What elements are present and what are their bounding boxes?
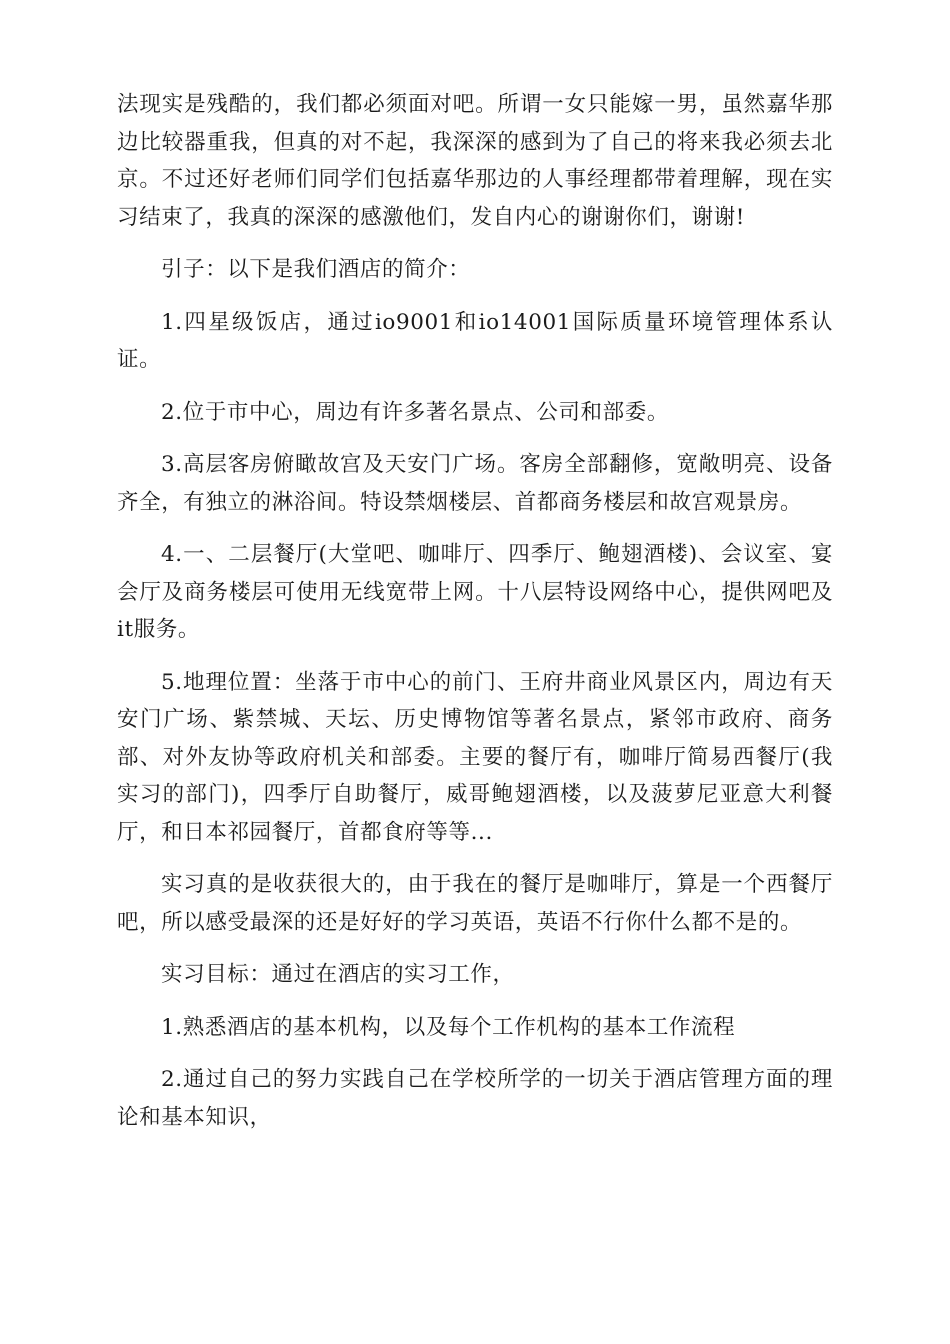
paragraph-goals-heading: 实习目标：通过在酒店的实习工作，	[161, 962, 515, 987]
paragraph-reflection: 实习真的是收获很大的，由于我在的餐厅是咖啡厅，算是一个西餐厅吧，所以感受最深的还是好好的学习英语，英语不行你什么都不是的。	[117, 872, 833, 935]
paragraph-item-5: 5.地理位置：坐落于市中心的前门、王府井商业风景区内，周边有天安门广场、紫禁城、天坛、历史博物馆等著名景点，紧邻市政府、商务部、对外友协等政府机关和部委。主要的餐厅有，咖啡厅简易西餐厅(我实习的部门)，四季厅自助餐厅，威哥鲍翅酒楼，以及菠萝尼亚意大利餐厅，和日本祁园餐厅，首都食府等等...	[117, 669, 833, 845]
paragraph-item-4: 4.一、二层餐厅(大堂吧、咖啡厅、四季厅、鲍翅酒楼)、会议室、宴会厅及商务楼层可使用无线宽带上网。十八层特设网络中心，提供网吧及it服务。	[117, 542, 833, 642]
paragraph-goal-2: 2.通过自己的努力实践自己在学校所学的一切关于酒店管理方面的理论和基本知识，	[117, 1067, 833, 1130]
document-body	[117, 86, 833, 1151]
paragraph-goal-1: 1.熟悉酒店的基本机构，以及每个工作机构的基本工作流程	[161, 1014, 736, 1040]
paragraph-item-1: 1.四星级饭店，通过io9001和io14001国际质量环境管理体系认证。	[117, 309, 833, 372]
paragraph-continuation: 法现实是残酷的，我们都必须面对吧。所谓一女只能嫁一男，虽然嘉华那边比较器重我，但真的对不起，我深深的感到为了自己的将来我必须去北京。不过还好老师们同学们包括嘉华那边的人事经理都带着理解，现在实习结束了，我真的深深的感激他们，发自内心的谢谢你们，谢谢!	[117, 92, 833, 230]
paragraph-item-3: 3.高层客房俯瞰故宫及天安门广场。客房全部翻修，宽敞明亮、设备齐全，有独立的淋浴间。特设禁烟楼层、首都商务楼层和故宫观景房。	[117, 452, 833, 515]
paragraph-item-2: 2.位于市中心，周边有许多著名景点、公司和部委。	[161, 399, 669, 425]
paragraph-intro: 引子：以下是我们酒店的简介：	[161, 257, 471, 282]
